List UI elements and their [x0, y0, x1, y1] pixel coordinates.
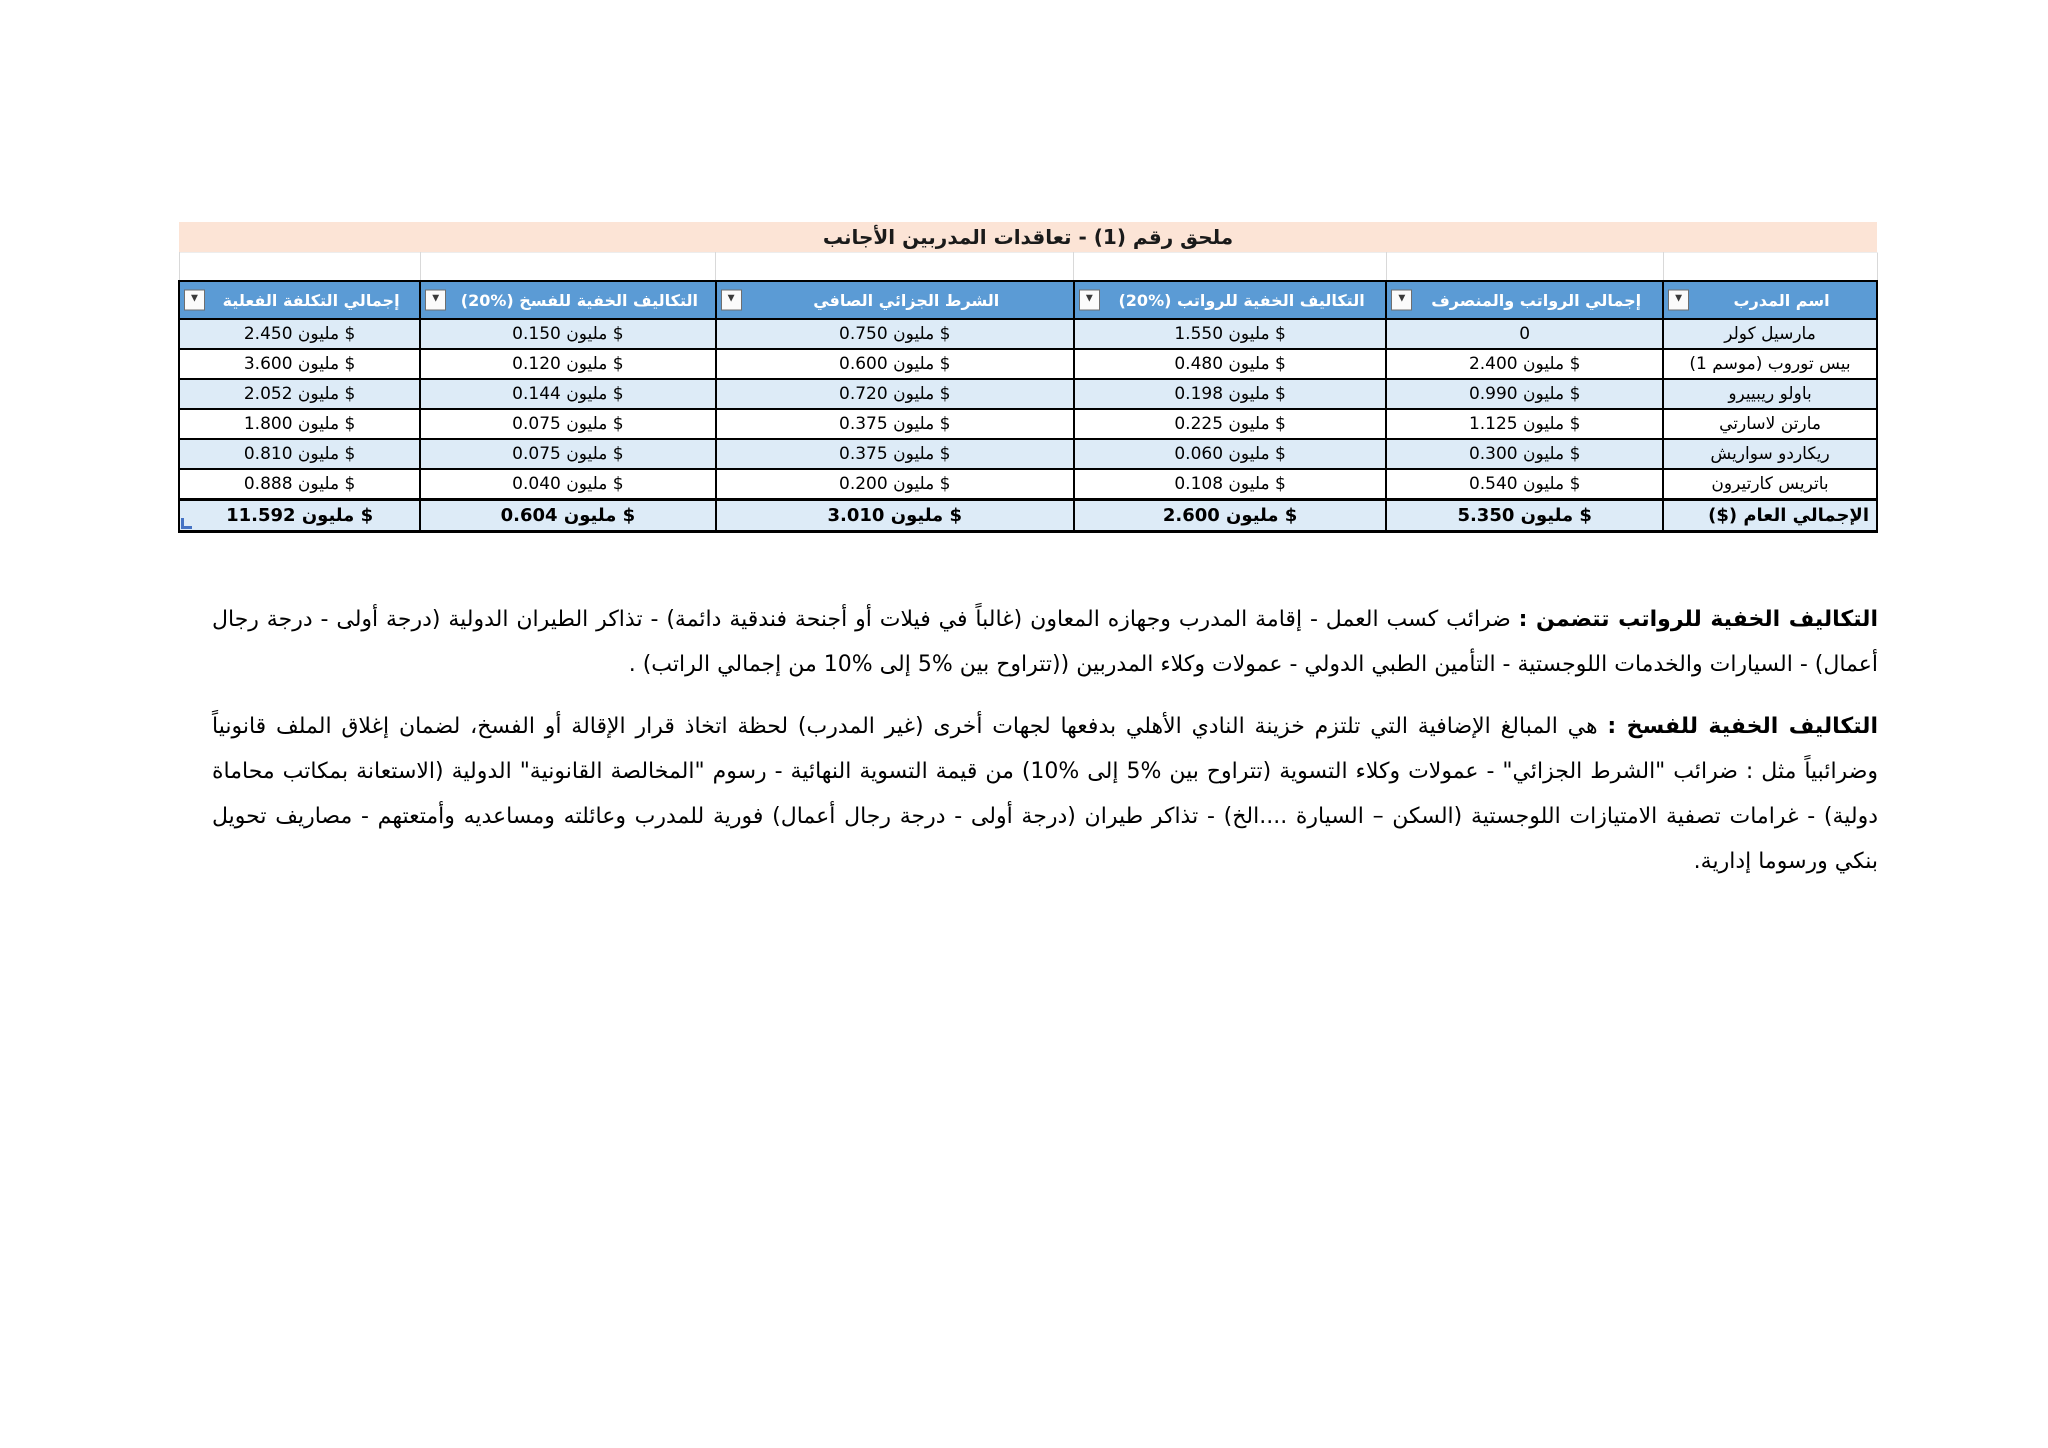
coach-name-cell[interactable]: مارسيل كولر [1663, 319, 1877, 349]
filter-dropdown-icon[interactable]: ▼ [184, 290, 205, 311]
value-cell[interactable]: $ مليون 0.040 [420, 469, 715, 500]
value-cell[interactable]: 0 [1386, 319, 1663, 349]
total-value-cell[interactable]: $ مليون 2.600 [1074, 500, 1386, 532]
coaches-contracts-table [178, 222, 1878, 533]
value-cell[interactable]: $ مليون 0.144 [420, 379, 715, 409]
filter-dropdown-icon[interactable]: ▼ [1079, 290, 1100, 311]
spreadsheet-gap-row [179, 253, 1877, 282]
note-body: هي المبالغ الإضافية التي تلتزم خزينة النادي الأهلي بدفعها لجهات أخرى (غير المدرب) لحظة اتخاذ قرار الإقالة أو الفسخ، لضمان إغلاق الملف قانونياً وضرائبياً مثل : ضرائب "الشرط الجزائي" - عمولات وكلاء التسوية (تتراوح بين %5 إلى %10) من قيمة التسوية النهائية - رسوم "المخالصة القانونية" الدولية (الاستعانة بمكاتب محاماة دولية) - غرامات تصفية الامتيازات اللوجستية (السكن – السيارة ....الخ) - تذاكر طيران (درجة أولى - درجة رجال أعمال) فورية للمدرب وعائلته ومساعديه وأمتعتهم - مصاريف تحويل بنكي ورسوما إدارية. [212, 714, 1879, 874]
total-value-cell[interactable]: $ مليون 3.010 [716, 500, 1074, 532]
total-value-cell[interactable]: $ مليون 5.350 [1386, 500, 1663, 532]
value-cell[interactable]: $ مليون 3.600 [179, 349, 420, 379]
note-lead: التكاليف الخفية للفسخ : [1607, 714, 1878, 739]
table-row [179, 349, 1877, 379]
coach-name-cell[interactable]: باتريس كارتيرون [1663, 469, 1877, 500]
value-cell[interactable]: $ مليون 0.150 [420, 319, 715, 349]
value-cell[interactable]: $ مليون 2.052 [179, 379, 420, 409]
column-header-coach-name[interactable] [1663, 281, 1877, 319]
table-row [179, 319, 1877, 349]
table-title: ملحق رقم (1) - تعاقدات المدربين الأجانب [179, 222, 1877, 253]
value-cell[interactable]: $ مليون 0.540 [1386, 469, 1663, 500]
note-lead: التكاليف الخفية للرواتب تتضمن : [1518, 607, 1878, 632]
filter-dropdown-icon[interactable]: ▼ [425, 290, 446, 311]
column-header-label: التكاليف الخفية للرواتب (%20) [1118, 290, 1365, 310]
column-header-total-salaries[interactable] [1386, 281, 1663, 319]
hidden-termination-costs-note [212, 704, 1878, 884]
total-value-cell[interactable]: $ مليون 11.592 [179, 500, 420, 532]
column-header-label: الشرط الجزائي الصافي [813, 290, 1000, 310]
column-header-label: إجمالي التكلفة الفعلية [222, 290, 400, 310]
table-row [179, 379, 1877, 409]
value-cell[interactable]: $ مليون 0.108 [1074, 469, 1386, 500]
value-cell[interactable]: $ مليون 2.400 [1386, 349, 1663, 379]
header-row [179, 281, 1877, 319]
value-cell[interactable]: $ مليون 1.550 [1074, 319, 1386, 349]
value-cell[interactable]: $ مليون 2.450 [179, 319, 420, 349]
value-cell[interactable]: $ مليون 0.480 [1074, 349, 1386, 379]
value-cell[interactable]: $ مليون 0.075 [420, 409, 715, 439]
value-cell[interactable]: $ مليون 0.198 [1074, 379, 1386, 409]
empty-cell[interactable] [1663, 253, 1877, 282]
hidden-salary-costs-note [212, 597, 1878, 687]
value-cell[interactable]: $ مليون 0.750 [716, 319, 1074, 349]
column-header-label: اسم المدرب [1733, 290, 1830, 310]
value-cell[interactable]: $ مليون 0.600 [716, 349, 1074, 379]
coach-name-cell[interactable]: ريكاردو سواريش [1663, 439, 1877, 469]
value-cell[interactable]: $ مليون 0.888 [179, 469, 420, 500]
value-cell[interactable]: $ مليون 0.200 [716, 469, 1074, 500]
column-header-total-actual-cost[interactable] [179, 281, 420, 319]
value-cell[interactable]: $ مليون 1.125 [1386, 409, 1663, 439]
empty-cell[interactable] [420, 253, 715, 282]
appendix-table-region [178, 222, 1878, 533]
value-cell[interactable]: $ مليون 0.720 [716, 379, 1074, 409]
filter-dropdown-icon[interactable]: ▼ [1391, 290, 1412, 311]
coach-name-cell[interactable]: مارتن لاسارتي [1663, 409, 1877, 439]
empty-cell[interactable] [716, 253, 1074, 282]
empty-cell[interactable] [179, 253, 420, 282]
value-cell[interactable]: $ مليون 1.800 [179, 409, 420, 439]
table-row [179, 409, 1877, 439]
empty-cell[interactable] [1074, 253, 1386, 282]
column-header-hidden-termination-costs[interactable] [420, 281, 715, 319]
value-cell[interactable]: $ مليون 0.225 [1074, 409, 1386, 439]
filter-dropdown-icon[interactable]: ▼ [1668, 290, 1689, 311]
table-row [179, 469, 1877, 500]
total-value-cell[interactable]: $ مليون 0.604 [420, 500, 715, 532]
title-row [179, 222, 1877, 253]
column-header-label: التكاليف الخفية للفسخ (%20) [460, 290, 698, 310]
column-header-hidden-salary-costs[interactable] [1074, 281, 1386, 319]
coach-name-cell[interactable]: بيس توروب (موسم 1) [1663, 349, 1877, 379]
value-cell[interactable]: $ مليون 0.060 [1074, 439, 1386, 469]
empty-cell[interactable] [1386, 253, 1663, 282]
value-cell[interactable]: $ مليون 0.375 [716, 409, 1074, 439]
column-header-label: إجمالي الرواتب والمنصرف [1431, 290, 1642, 310]
value-cell[interactable]: $ مليون 0.120 [420, 349, 715, 379]
total-label-cell[interactable]: الإجمالي العام ($) [1663, 500, 1877, 532]
footnotes-section [212, 597, 1878, 901]
coach-name-cell[interactable]: باولو ريبييرو [1663, 379, 1877, 409]
total-row [179, 500, 1877, 532]
filter-dropdown-icon[interactable]: ▼ [721, 290, 742, 311]
value-cell[interactable]: $ مليون 0.075 [420, 439, 715, 469]
value-cell[interactable]: $ مليون 0.300 [1386, 439, 1663, 469]
table-row [179, 439, 1877, 469]
note-body: ضرائب كسب العمل - إقامة المدرب وجهازه المعاون (غالباً في فيلات أو أجنحة فندقية دائمة) - تذاكر الطيران الدولية (درجة أولى - درجة رجال أعمال) - السيارات والخدمات اللوجستية - التأمين الطبي الدولي - عمولات وكلاء المدربين ((تتراوح بين %5 إلى %10 من إجمالي الراتب) . [212, 607, 1878, 677]
value-cell[interactable]: $ مليون 0.375 [716, 439, 1074, 469]
column-header-net-penalty-clause[interactable] [716, 281, 1074, 319]
value-cell[interactable]: $ مليون 0.810 [179, 439, 420, 469]
value-cell[interactable]: $ مليون 0.990 [1386, 379, 1663, 409]
